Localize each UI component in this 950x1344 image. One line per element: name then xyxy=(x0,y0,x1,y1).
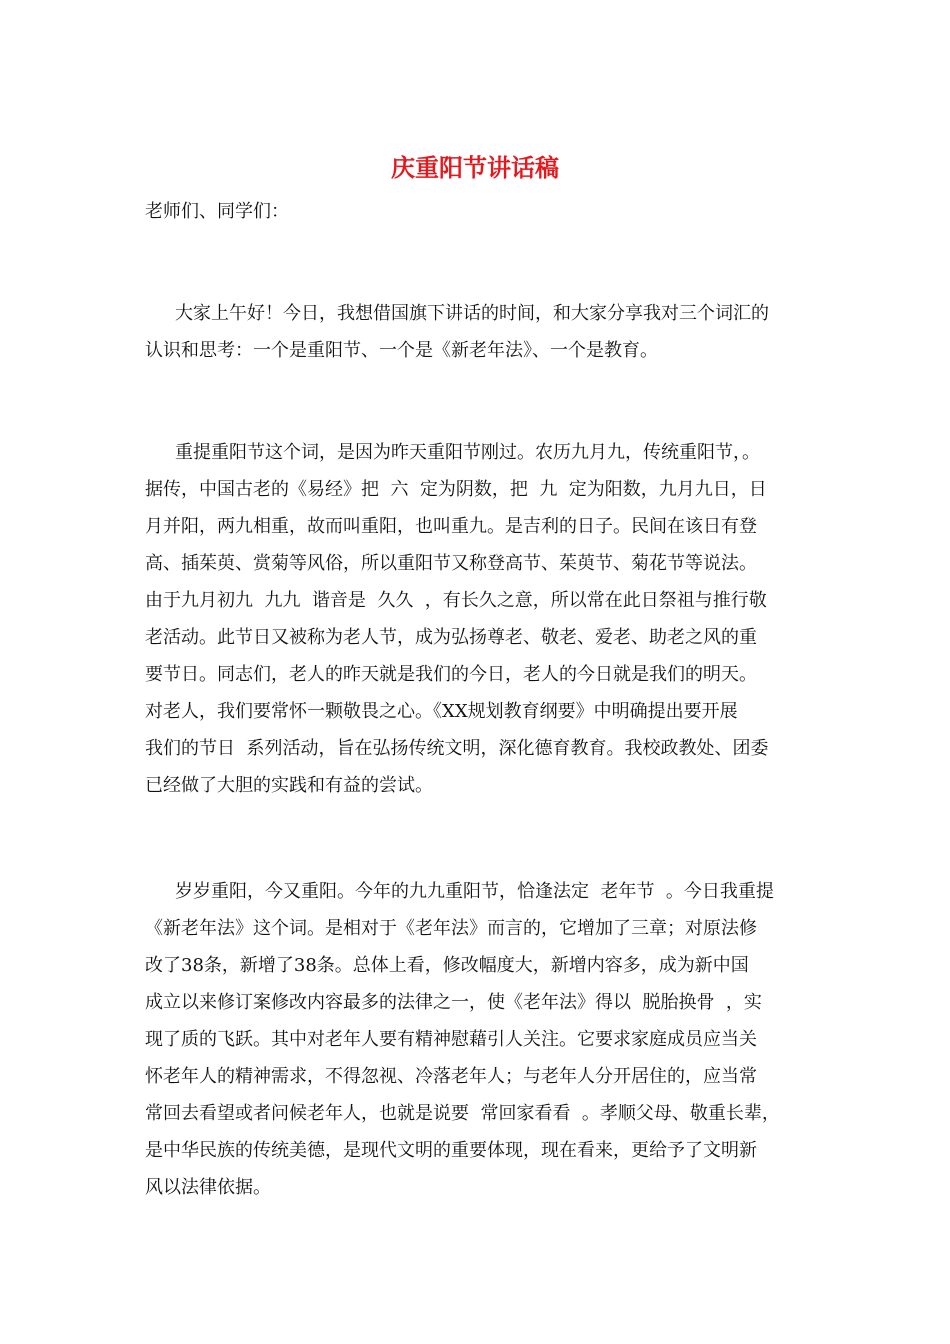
paragraph-line: 怀老年人的精神需求，不得忽视、冷落老年人；与老年人分开居住的，应当常 xyxy=(145,1066,757,1087)
paragraph-3 xyxy=(145,873,815,1206)
salutation: 老师们、同学们： xyxy=(145,201,289,222)
paragraph-line: 据传，中国古老的《易经》把 六 定为阴数，把 九 定为阳数，九月九日，日 xyxy=(145,479,767,500)
document-title: 庆重阳节讲话稿 xyxy=(391,153,559,182)
paragraph-line: 由于九月初九 九九 谐音是 久久 ，有长久之意，所以常在此日祭祖与推行敬 xyxy=(145,590,767,611)
paragraph-line: 认识和思考：一个是重阳节、一个是《新老年法》、一个是教育。 xyxy=(145,340,658,361)
paragraph-line: 要节日。同志们，老人的昨天就是我们的今日，老人的今日就是我们的明天。 xyxy=(145,664,757,685)
paragraph-line: 我们的节日 系列活动，旨在弘扬传统文明，深化德育教育。我校政教处、团委 xyxy=(145,738,769,759)
paragraph-line: 《新老年法》这个词。是相对于《老年法》而言的，它增加了三章；对原法修 xyxy=(145,918,757,939)
paragraph-line: 改了38条，新增了38条。总体上看，修改幅度大，新增内容多，成为新中国 xyxy=(145,955,749,976)
paragraph-line: 大家上午好！今日，我想借国旗下讲话的时间，和大家分享我对三个词汇的 xyxy=(175,303,769,324)
paragraph-line: 风以法律依据。 xyxy=(145,1177,271,1198)
paragraph-line: 月并阳，两九相重，故而叫重阳，也叫重九。是吉利的日子。民间在该日有登 xyxy=(145,516,757,537)
paragraph-2 xyxy=(145,434,815,804)
paragraph-line: 成立以来修订案修改内容最多的法律之一，使《老年法》得以 脱胎换骨 ，实 xyxy=(145,992,762,1013)
paragraph-line: 岁岁重阳，今又重阳。今年的九九重阳节，恰逢法定 老年节 。今日我重提 xyxy=(175,881,774,902)
paragraph-line: 是中华民族的传统美德，是现代文明的重要体现，现在看来，更给予了文明新 xyxy=(145,1140,757,1161)
paragraph-line: 对老人，我们要常怀一颗敬畏之心。《XX规划教育纲要》中明确提出要开展 xyxy=(145,701,738,722)
paragraph-line: 老活动。此节日又被称为老人节，成为弘扬尊老、敬老、爱老、助老之风的重 xyxy=(145,627,757,648)
paragraph-line: 现了质的飞跃。其中对老年人要有精神慰藉引人关注。它要求家庭成员应当关 xyxy=(145,1029,757,1050)
paragraph-line: 已经做了大胆的实践和有益的尝试。 xyxy=(145,775,433,796)
paragraph-line: 重提重阳节这个词，是因为昨天重阳节刚过。农历九月九，传统重阳节，。 xyxy=(175,442,760,463)
paragraph-line: 高、插茱萸、赏菊等风俗，所以重阳节又称登高节、茱萸节、菊花节等说法。 xyxy=(145,553,757,574)
paragraph-1 xyxy=(145,295,815,369)
paragraph-line: 常回去看望或者问候老年人，也就是说要 常回家看看 。孝顺父母、敬重长辈， xyxy=(145,1103,780,1124)
